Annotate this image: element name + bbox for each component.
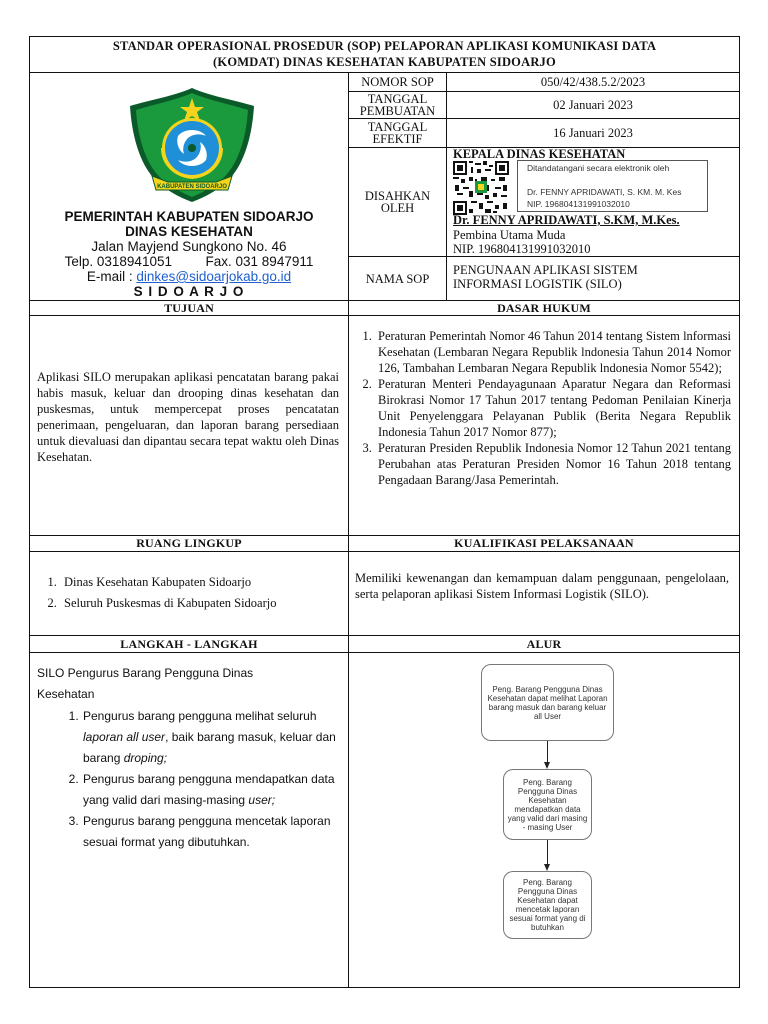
agency-fax: Fax. 031 8947911 <box>205 254 314 269</box>
tujuan-text: Aplikasi SILO merupakan aplikasi pencatatan barang pakai habis masuk, keluar dan drooping dinas kesehatan dan puskesmas, untuk mempercepat proses pencatatan penerimaan, pengeluaran, dan laporan barang persediaan untuk dievaluasi dan dipantau secara tepat waktu oleh Dinas Kesehatan. <box>37 370 339 464</box>
dasar-hukum-list <box>349 328 731 488</box>
step1-text-b: laporan all user <box>83 730 166 744</box>
step1-text-a: Pengurus barang pengguna melihat seluruh <box>83 709 317 723</box>
dasar-hukum-heading: DASAR HUKUM <box>497 301 591 315</box>
e-signature-box <box>517 160 708 212</box>
regency-logo <box>122 84 262 204</box>
dasar-hukum-item: 2. Peraturan Menteri Pendayagunaan Aparatur Negara dan Reformasi Birokrasi Nomor 17 Tahun 2017 tentang Pedoman Penilaian Kinerja Unit Penyelenggara Pelayanan Publik (Berita Negara Republik Indonesia Tahun 2017 Nomor 877); <box>375 376 731 440</box>
kualifikasi-text: Memiliki kewenangan dan kemampuan dalam penggunaan, pengelolaan, serta pelaporan aplikasi Sistem Informasi Logistik (SILO). <box>355 571 729 601</box>
title-line-2: (KOMDAT) DINAS KESEHATAN KABUPATEN SIDOARJO <box>213 55 556 69</box>
tanggal-pembuatan-label-1: TANGGAL <box>367 92 428 106</box>
agency-name: PEMERINTAH KABUPATEN SIDOARJO <box>64 209 314 224</box>
agency-department: DINAS KESEHATAN <box>125 224 253 239</box>
email-link[interactable]: dinkes@sidoarjokab.go.id <box>136 269 292 284</box>
tanggal-efektif-value: 16 Januari 2023 <box>553 126 633 140</box>
disahkan-label-1: DISAHKAN <box>364 189 431 203</box>
langkah-list <box>58 706 338 853</box>
flow-step-1: Peng. Barang Pengguna Dinas Kesehatan dapat melihat Laporan barang masuk dan barang keluar all User <box>481 664 614 741</box>
nama-sop-label: NAMA SOP <box>365 271 430 286</box>
nama-sop-value-1: PENGUNAAN APLIKASI SISTEM <box>453 263 638 277</box>
flow-arrow-2 <box>547 840 548 864</box>
agency-email-row <box>30 269 348 284</box>
tujuan-heading: TUJUAN <box>164 301 214 315</box>
qr-code <box>453 161 509 215</box>
nama-sop-value-2: INFORMASI LOGISTIK (SILO) <box>453 277 622 291</box>
flow-step-3: Peng. Barang Pengguna Dinas Kesehatan dapat mencetak laporan sesuai format yang di butuhkan <box>503 871 592 939</box>
ruang-lingkup-item: 2. Seluruh Puskesmas di Kabupaten Sidoarjo <box>60 593 340 614</box>
langkah-step-1 <box>82 706 338 769</box>
ruang-lingkup-item: 1. Dinas Kesehatan Kabupaten Sidoarjo <box>60 572 340 593</box>
e-signature-note: Ditandatangani secara elektronik oleh <box>527 163 670 173</box>
ruang-lingkup-heading: RUANG LINGKUP <box>136 536 242 550</box>
tanggal-efektif-label <box>349 119 446 147</box>
tanggal-pembuatan-value: 02 Januari 2023 <box>553 98 633 112</box>
agency-address: Jalan Mayjend Sungkono No. 46 <box>91 239 287 254</box>
disahkan-label-2: OLEH <box>380 201 415 215</box>
step2-text-a: Pengurus barang pengguna mendapatkan data yang valid dari masing-masing <box>83 772 335 807</box>
agency-phone: Telp. 0318941051 <box>64 254 172 269</box>
tanggal-pembuatan-label <box>349 92 446 118</box>
step2-text-b: user; <box>248 793 276 807</box>
kualifikasi-heading: KUALIFIKASI PELAKSANAAN <box>454 536 634 550</box>
nama-sop-value <box>453 263 737 291</box>
nomor-sop-value: 050/42/438.5.2/2023 <box>540 75 646 89</box>
flow-arrowhead-1 <box>544 762 550 769</box>
flow-arrowhead-2 <box>544 864 550 871</box>
flow-arrow-1 <box>547 741 548 762</box>
step1-text-c: , baik barang masuk, keluar dan barang <box>83 730 336 765</box>
document-title <box>30 39 739 70</box>
flow-step-2: Peng. Barang Pengguna Dinas Kesehatan mendapatkan data yang valid dari masing - masing User <box>503 769 592 840</box>
official-nip: NIP. 196804131991032010 <box>453 242 591 256</box>
tanggal-efektif-label-1: TANGGAL <box>367 120 428 134</box>
official-name: Dr. FENNY APRIDAWATI, S.KM, M.Kes. <box>453 213 680 227</box>
nomor-sop-label: NOMOR SOP <box>361 75 434 89</box>
langkah-intro: SILO Pengurus Barang Pengguna Dinas Kesehatan <box>37 666 254 701</box>
title-line-1: STANDAR OPERASIONAL PROSEDUR (SOP) PELAPORAN APLIKASI KOMUNIKASI DATA <box>112 39 657 53</box>
e-signature-name: Dr. FENNY APRIDAWATI, S. KM. M. Kes <box>527 187 682 197</box>
agency-city: S I D O A R J O <box>133 284 245 299</box>
tanggal-efektif-label-2: EFEKTIF <box>372 132 423 146</box>
logo-banner-text: KABUPATEN SIDOARJO <box>157 184 227 190</box>
langkah-heading: LANGKAH - LANGKAH <box>120 637 258 651</box>
langkah-step-2 <box>82 769 338 811</box>
email-label: E-mail : <box>86 269 133 284</box>
disahkan-label <box>349 148 446 256</box>
dasar-hukum-item: 1. Peraturan Pemerintah Nomor 46 Tahun 2014 tentang Sistem lnformasi Kesehatan (Lembaran Negara Republik lndonesia Tahun 2014 Nomor 126, Tambahan Lembaran Negara Republik lndonesia Nomor 5542); <box>375 328 731 376</box>
ruang-lingkup-list <box>40 572 340 614</box>
langkah-step-3: 3. Pengurus barang pengguna mencetak laporan sesuai format yang dibutuhkan. <box>82 811 338 853</box>
e-signature-nip: NIP. 196804131991032010 <box>527 199 630 209</box>
tanggal-pembuatan-label-2: PEMBUATAN <box>359 104 436 118</box>
alur-heading: ALUR <box>526 637 562 651</box>
dasar-hukum-item: 3. Peraturan Presiden Republik Indonesia Nomor 12 Tahun 2021 tentang Perubahan atas Peraturan Presiden Nomor 16 Tahun 2018 tentang Pengadaan Barang/Jasa Pemerintah. <box>375 440 731 488</box>
kepala-dinas-title: KEPALA DINAS KESEHATAN <box>453 147 626 161</box>
agency-block <box>30 209 348 299</box>
agency-contact <box>30 254 348 269</box>
official-rank: Pembina Utama Muda <box>453 228 566 242</box>
step1-text-d: droping; <box>123 751 168 765</box>
